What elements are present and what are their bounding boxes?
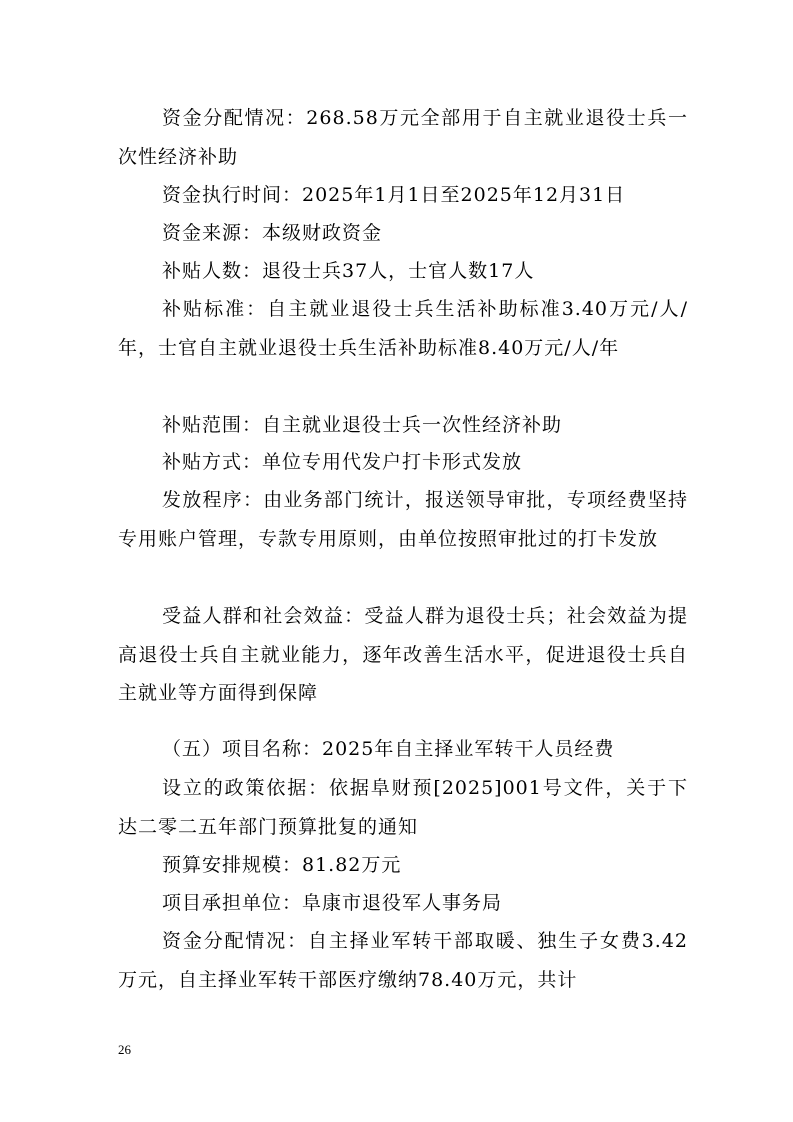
paragraph-subsidy-method: 补贴方式：单位专用代发户打卡形式发放 [162,451,523,473]
paragraph-policy-basis: 设立的政策依据：依据阜财预[2025]001号文件，关于下达二零二五年部门预算批复的通知 [118,777,688,838]
paragraph-responsible-unit: 项目承担单位：阜康市退役军人事务局 [162,892,503,914]
section-heading-project-5: （五）项目名称：2025年自主择业军转干人员经费 [162,738,615,760]
paragraph-beneficiaries: 受益人群和社会效益：受益人群为退役士兵；社会效益为提高退役士兵自主就业能力，逐年改善生活水平，促进退役士兵自主就业等方面得到保障 [118,605,688,704]
paragraph-subsidy-count: 补贴人数：退役士兵37人，士官人数17人 [162,260,535,282]
paragraph-subsidy-scope: 补贴范围：自主就业退役士兵一次性经济补助 [162,414,563,436]
paragraph-budget-scale: 预算安排规模：81.82万元 [162,854,402,876]
paragraph-fund-allocation-2: 资金分配情况：自主择业军转干部取暖、独生子女费3.42万元，自主择业军转干部医疗缴纳78.40万元，共计 [118,930,688,991]
paragraph-execution-time: 资金执行时间：2025年1月1日至2025年12月31日 [162,184,626,206]
paragraph-fund-source: 资金来源：本级财政资金 [162,222,383,244]
paragraph-distribution-procedure: 发放程序：由业务部门统计，报送领导审批，专项经费坚持专用账户管理，专款专用原则，由单位按照审批过的打卡发放 [118,489,688,550]
page-number: 26 [118,1042,131,1057]
paragraph-subsidy-standard: 补贴标准：自主就业退役士兵生活补助标准3.40万元/人/年，士官自主就业退役士兵生活补助标准8.40万元/人/年 [118,298,688,359]
paragraph-fund-allocation: 资金分配情况：268.58万元全部用于自主就业退役士兵一次性经济补助 [118,107,688,168]
